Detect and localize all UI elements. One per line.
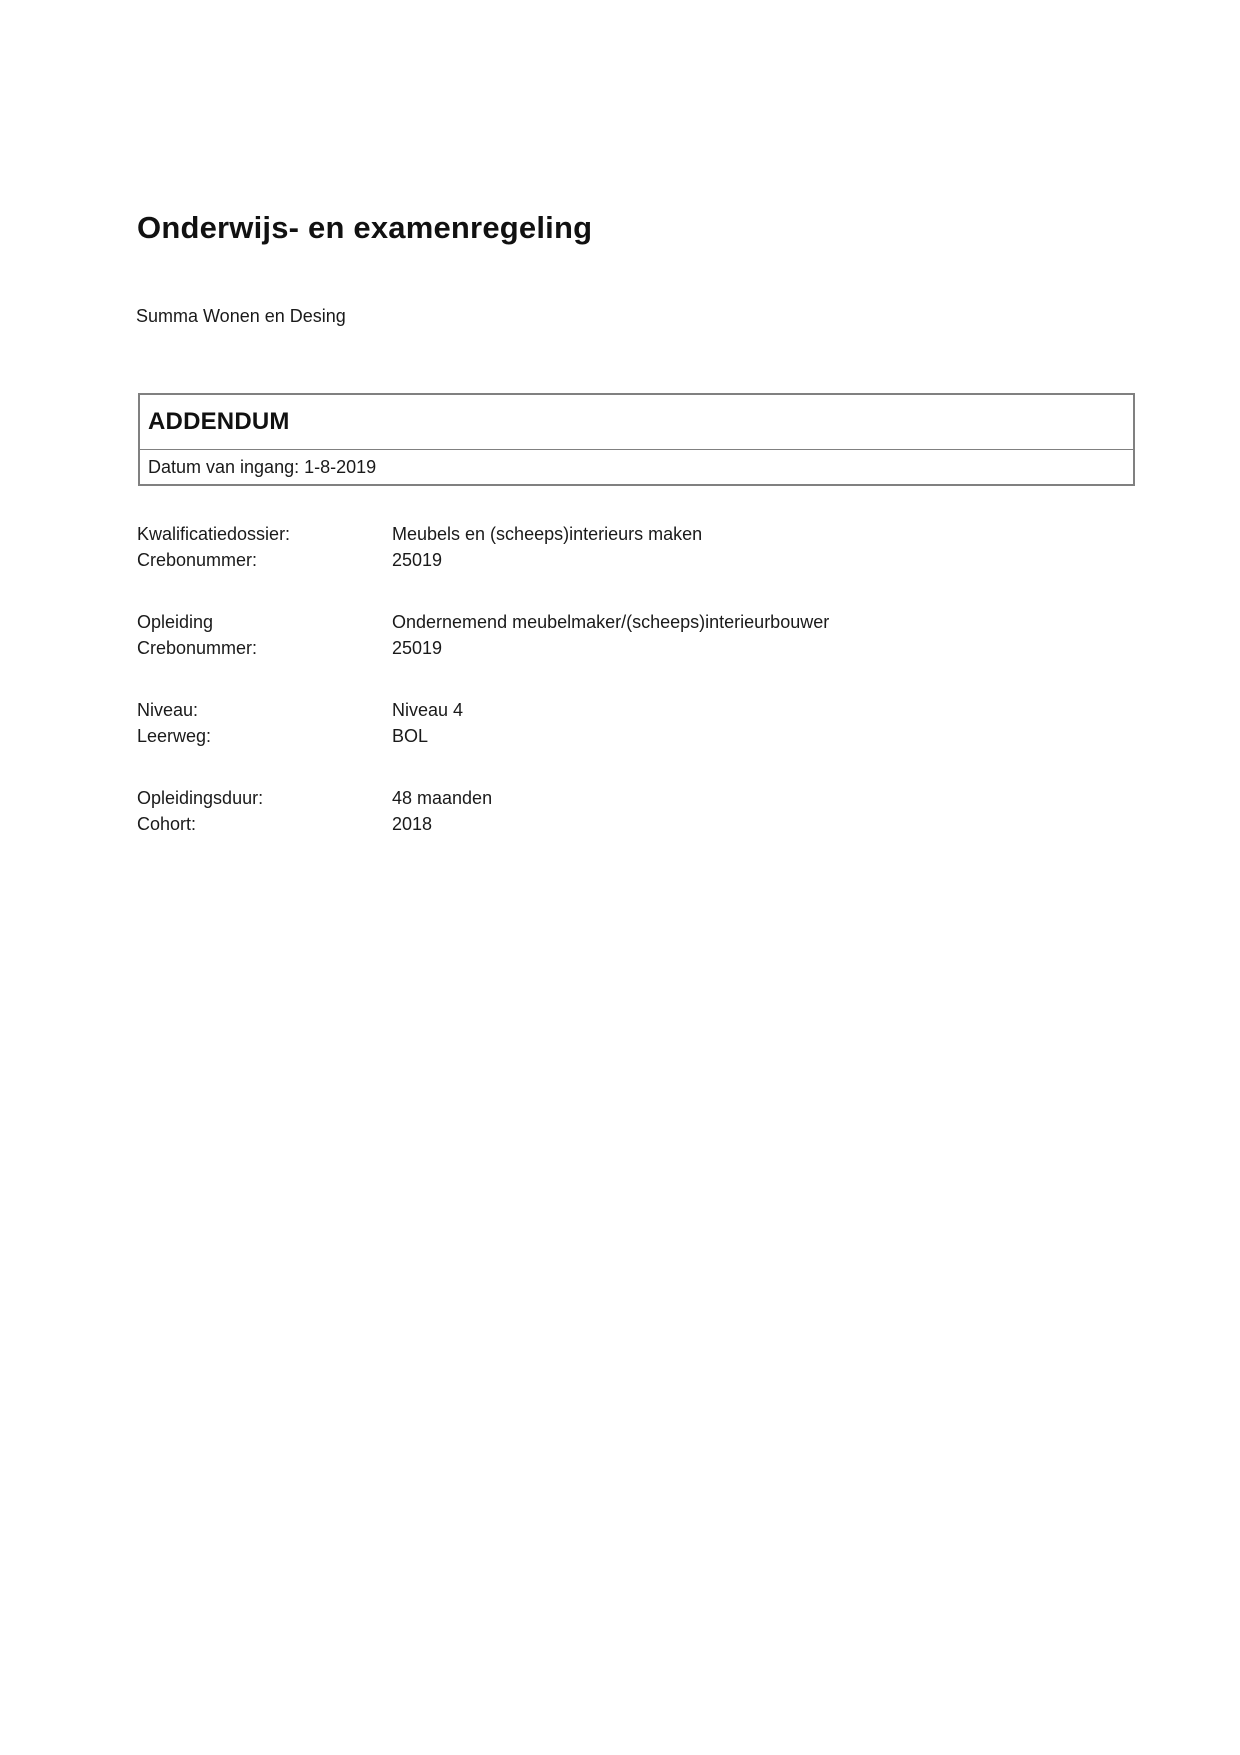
detail-row	[137, 521, 1137, 547]
detail-label: Leerweg:	[137, 726, 212, 746]
detail-row	[137, 723, 1137, 749]
detail-label: Crebonummer:	[137, 550, 258, 570]
detail-row	[137, 547, 1137, 573]
detail-value: Ondernemend meubelmaker/(scheeps)interieurbouwer	[392, 612, 830, 632]
detail-value: 25019	[392, 638, 443, 658]
addendum-heading: ADDENDUM	[148, 408, 290, 435]
detail-label: Kwalificatiedossier:	[137, 524, 291, 544]
page-subtitle: Summa Wonen en Desing	[136, 306, 346, 326]
addendum-date-row	[140, 450, 1133, 484]
detail-block-niveau-leerweg	[137, 697, 1137, 749]
addendum-box	[138, 393, 1135, 486]
addendum-heading-row	[140, 395, 1133, 450]
detail-value: Niveau 4	[392, 700, 464, 720]
detail-label: Niveau:	[137, 700, 199, 720]
detail-block-duur-cohort	[137, 785, 1137, 837]
detail-row	[137, 811, 1137, 837]
detail-row	[137, 609, 1137, 635]
detail-row	[137, 697, 1137, 723]
detail-label: Opleidingsduur:	[137, 788, 264, 808]
detail-row	[137, 785, 1137, 811]
detail-label: Crebonummer:	[137, 638, 258, 658]
page-title: Onderwijs- en examenregeling	[137, 210, 593, 245]
detail-block-kwalificatiedossier	[137, 521, 1137, 573]
detail-value: Meubels en (scheeps)interieurs maken	[392, 524, 703, 544]
detail-row	[137, 635, 1137, 661]
detail-value: 25019	[392, 550, 443, 570]
detail-label: Cohort:	[137, 814, 197, 834]
detail-block-opleiding	[137, 609, 1137, 661]
details-section	[137, 521, 1137, 873]
detail-value: 48 maanden	[392, 788, 493, 808]
addendum-date-line: Datum van ingang: 1-8-2019	[148, 456, 377, 477]
detail-value: 2018	[392, 814, 433, 834]
detail-label: Opleiding	[137, 612, 214, 632]
detail-value: BOL	[392, 726, 429, 746]
